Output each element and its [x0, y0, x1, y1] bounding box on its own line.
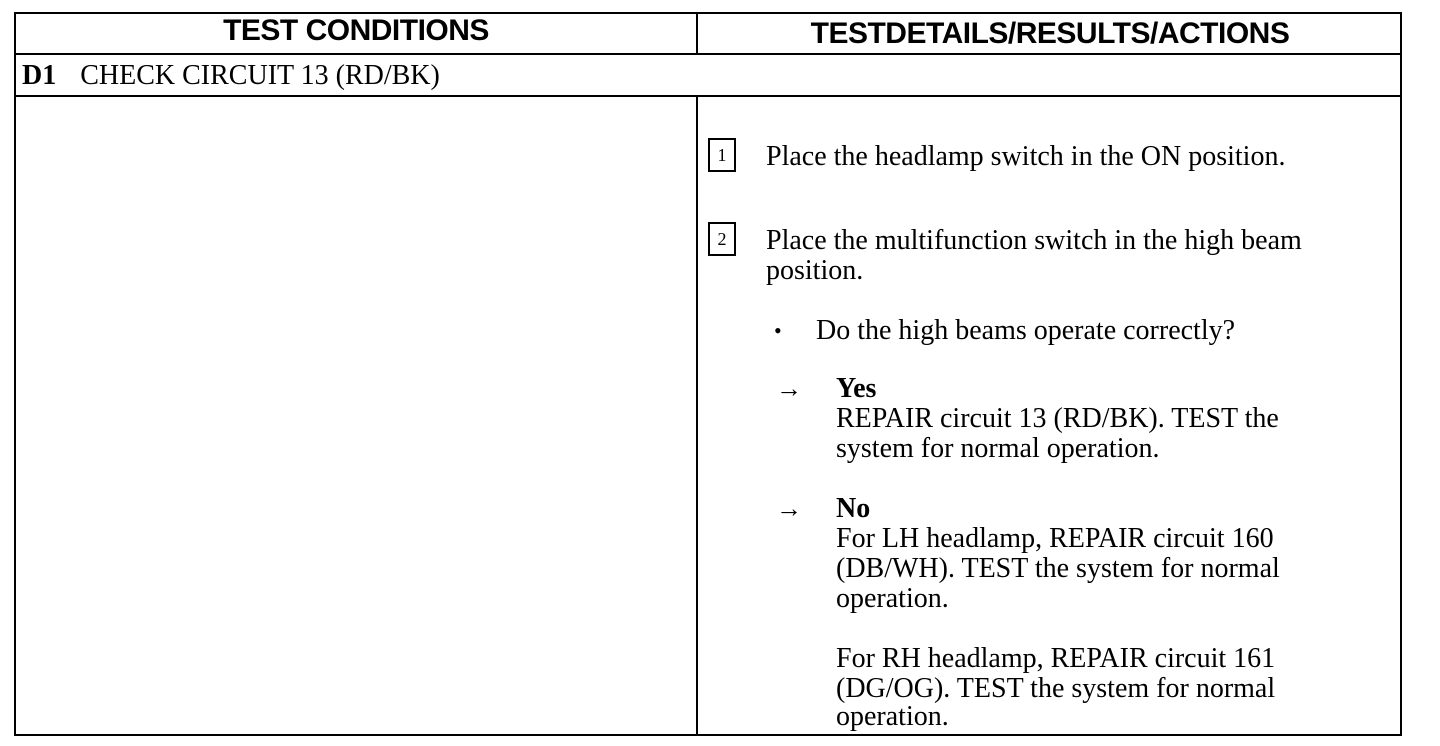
- result-no-lh-line-2: (DB/WH). TEST the system for normal: [836, 553, 1280, 584]
- body-column-divider: [696, 96, 698, 736]
- result-yes-label: Yes: [836, 373, 877, 404]
- bullet-icon: •: [774, 318, 782, 343]
- step-code: D1: [22, 60, 57, 91]
- result-yes-line-1: REPAIR circuit 13 (RD/BK). TEST the: [836, 403, 1279, 434]
- question-text: Do the high beams operate correctly?: [816, 315, 1236, 346]
- procedure-table: [14, 12, 1402, 736]
- header-rule: [14, 53, 1402, 55]
- result-no-rh-line-2: (DG/OG). TEST the system for normal: [836, 673, 1276, 704]
- result-no-label: No: [836, 493, 871, 524]
- step-title-text: CHECK CIRCUIT 13 (RD/BK): [80, 60, 440, 91]
- result-no-lh-line-1: For LH headlamp, REPAIR circuit 160: [836, 523, 1274, 554]
- step-title-rule: [14, 95, 1402, 97]
- step-number-box-2: 2: [708, 222, 736, 256]
- arrow-right-icon-no: →: [776, 494, 802, 523]
- action-1-text: Place the headlamp switch in the ON position.: [766, 141, 1286, 172]
- arrow-right-icon-yes: →: [776, 374, 802, 403]
- header-test-details: TESTDETAILS/RESULTS/ACTIONS: [810, 17, 1290, 50]
- step-number-box-1: 1: [708, 138, 736, 172]
- result-yes-line-2: system for normal operation.: [836, 433, 1160, 464]
- header-test-conditions: TEST CONDITIONS: [223, 14, 489, 47]
- result-no-rh-line-3: operation.: [836, 701, 949, 732]
- result-no-rh-line-1: For RH headlamp, REPAIR circuit 161: [836, 643, 1276, 674]
- step-title: [22, 60, 440, 92]
- action-2-line-2: position.: [766, 255, 864, 286]
- result-no-lh-line-3: operation.: [836, 583, 949, 614]
- action-2-line-1: Place the multifunction switch in the high beam: [766, 225, 1302, 256]
